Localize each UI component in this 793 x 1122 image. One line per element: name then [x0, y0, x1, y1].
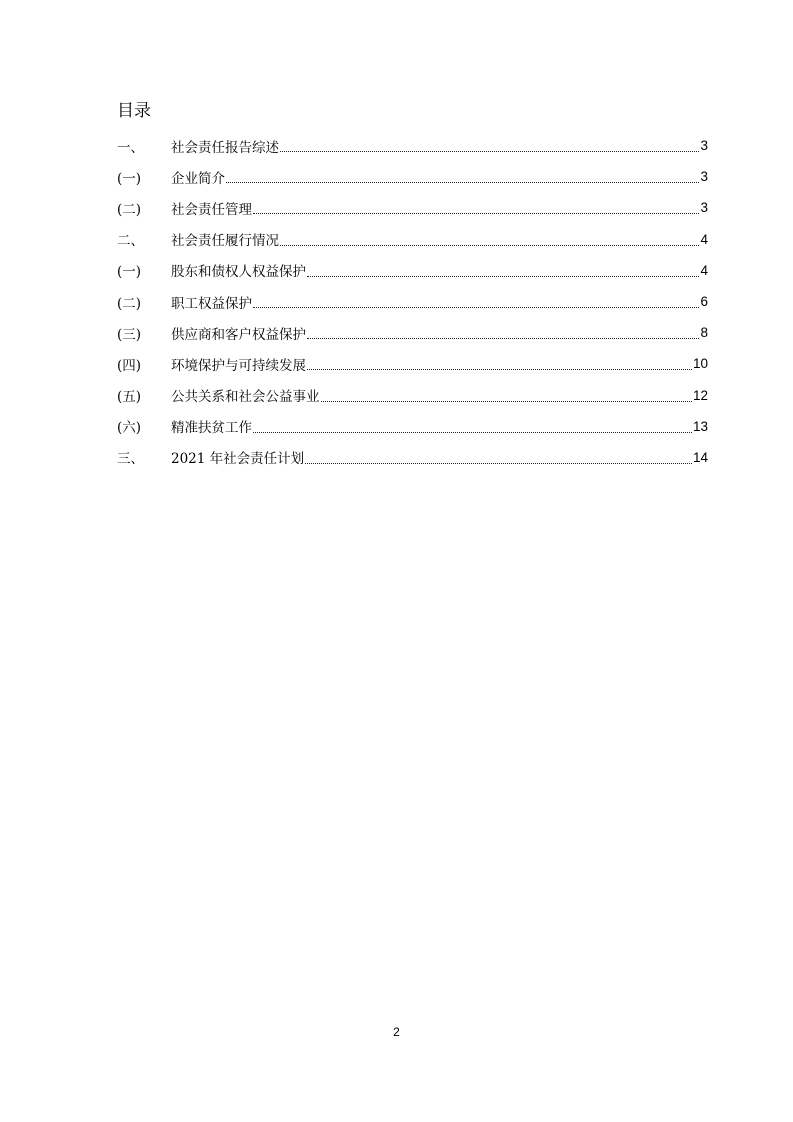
toc-dot-leader: [307, 276, 699, 277]
toc-entry[interactable]: [117, 286, 708, 317]
toc-dot-leader: [307, 369, 692, 370]
toc-entry-number: 一、: [117, 139, 144, 156]
toc-entry-number: (三): [117, 326, 142, 343]
toc-entry-page: 4: [700, 231, 708, 247]
toc-entry-title: 社会责任报告综述: [171, 139, 279, 156]
toc-entry-page: 6: [700, 294, 708, 310]
toc-entry-title: 公共关系和社会公益事业: [171, 389, 320, 406]
toc-entry-number: (一): [117, 170, 142, 187]
toc-entry-page: 10: [692, 356, 708, 372]
toc-dot-leader: [253, 213, 699, 214]
toc-entry-number: (二): [117, 295, 142, 312]
toc-entry-title: 社会责任履行情况: [171, 233, 279, 250]
toc-entry[interactable]: [117, 317, 708, 348]
toc-entry[interactable]: [117, 161, 708, 192]
toc-entry[interactable]: [117, 442, 708, 473]
toc-entry-title: 职工权益保护: [171, 295, 252, 312]
toc-dot-leader: [280, 245, 699, 246]
toc-entry-page: 12: [692, 387, 708, 403]
toc-entry-page: 3: [700, 138, 708, 154]
toc-entry[interactable]: [117, 380, 708, 411]
toc-entry-title: 企业简介: [171, 170, 225, 187]
toc-entry[interactable]: [117, 224, 708, 255]
toc-entry-page: 3: [700, 200, 708, 216]
toc-entry-title: 供应商和客户权益保护: [171, 326, 306, 343]
toc-dot-leader: [307, 338, 699, 339]
toc-entry[interactable]: [117, 192, 708, 223]
toc-entry-page: 4: [700, 262, 708, 278]
toc-entry-number: (六): [117, 420, 142, 437]
toc-entry[interactable]: [117, 411, 708, 442]
toc-entry-number: (四): [117, 357, 142, 374]
toc-dot-leader: [305, 463, 692, 464]
toc-entry-page: 3: [700, 169, 708, 185]
toc-dot-leader: [253, 307, 699, 308]
toc-dot-leader: [253, 432, 692, 433]
toc-entry-title: 2021 年社会责任计划: [171, 451, 305, 468]
toc-dot-leader: [321, 401, 692, 402]
page-number: 2: [393, 1025, 400, 1039]
toc-entry-number: (二): [117, 201, 142, 218]
toc-entry-number: (五): [117, 389, 142, 406]
toc-entry[interactable]: [117, 348, 708, 379]
toc-entry-title: 精准扶贫工作: [171, 420, 252, 437]
toc-dot-leader: [226, 182, 699, 183]
toc-entry-page: 14: [692, 449, 708, 465]
toc-entry-title: 社会责任管理: [171, 201, 252, 218]
toc-entry-number: 二、: [117, 233, 144, 250]
toc-entry-number: 三、: [117, 451, 144, 468]
toc-entry-number: (一): [117, 264, 142, 281]
toc-entry-page: 13: [692, 418, 708, 434]
toc-title: 目录: [117, 101, 151, 121]
toc-entry-page: 8: [700, 325, 708, 341]
toc-entry[interactable]: [117, 130, 708, 161]
toc-entry[interactable]: [117, 255, 708, 286]
table-of-contents: [117, 130, 708, 473]
toc-dot-leader: [280, 151, 699, 152]
toc-entry-title: 环境保护与可持续发展: [171, 357, 306, 374]
toc-entry-title: 股东和债权人权益保护: [171, 264, 306, 281]
